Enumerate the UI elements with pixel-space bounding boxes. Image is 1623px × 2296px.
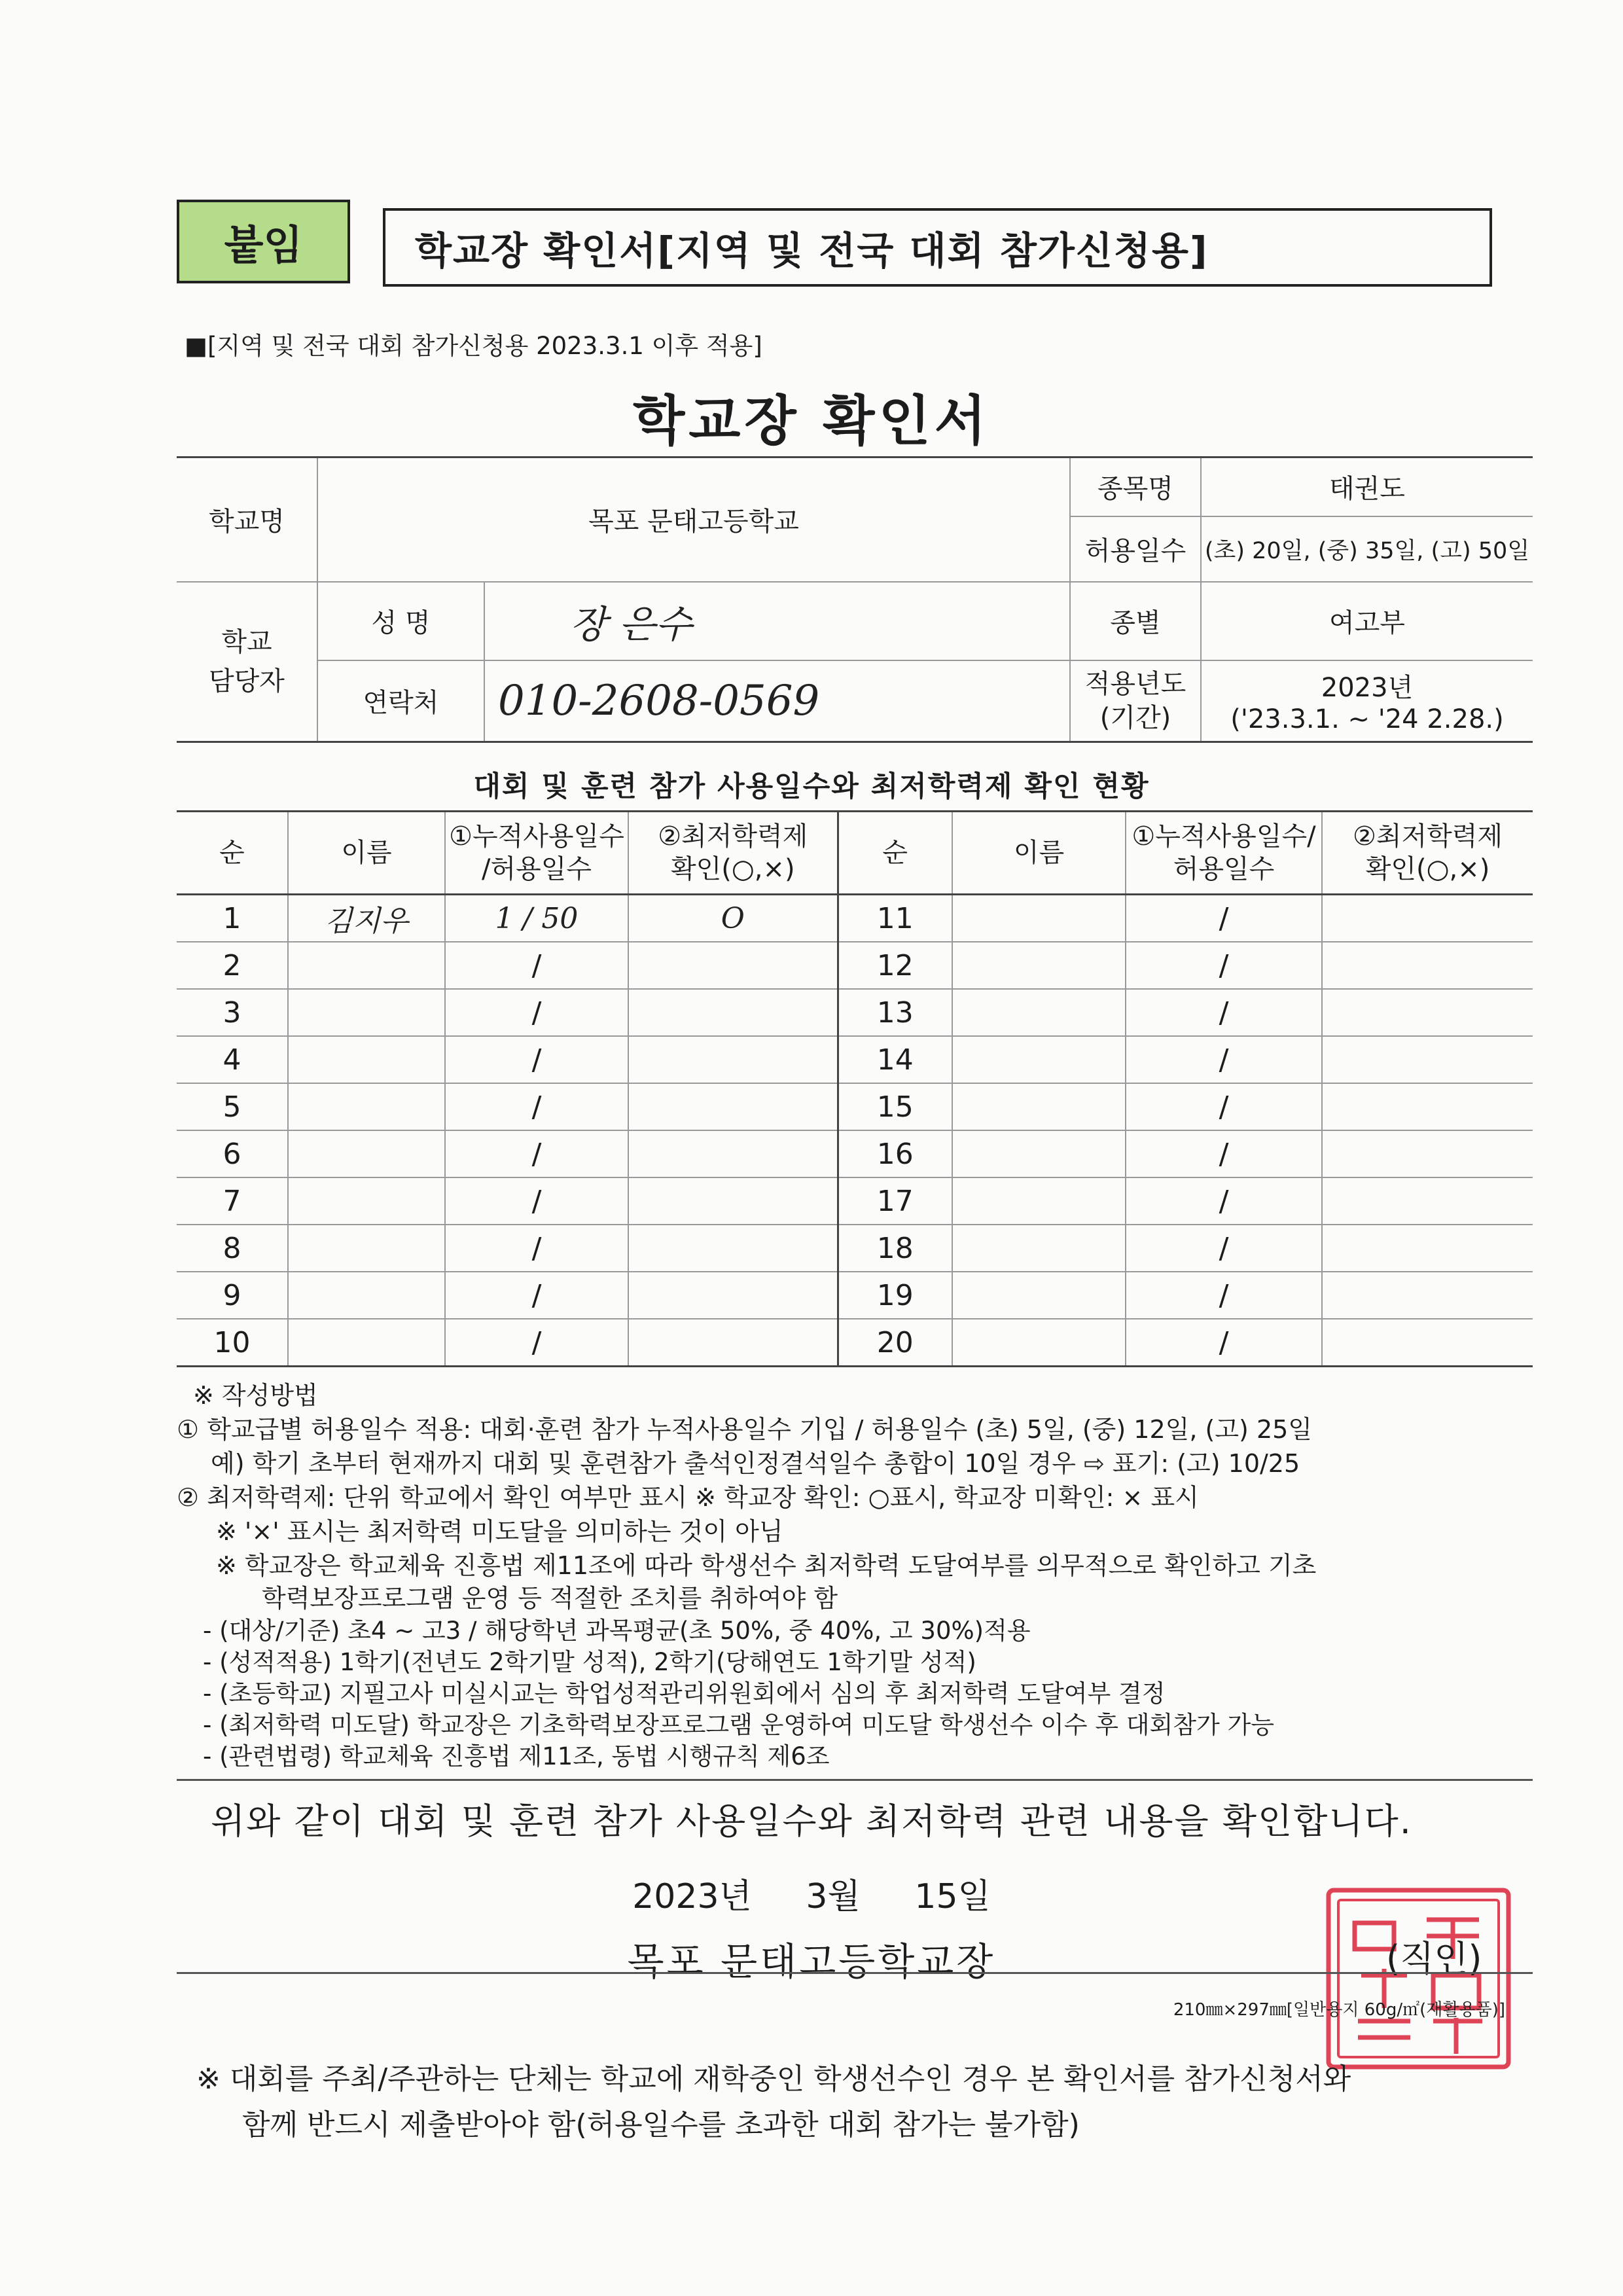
row-no: 14 xyxy=(838,1036,952,1083)
name-label: 성 명 xyxy=(317,582,484,660)
row-days: / xyxy=(445,1130,628,1177)
row-name xyxy=(952,1177,1126,1225)
apply-year-cell xyxy=(1201,660,1533,742)
row-days: / xyxy=(1126,1272,1322,1319)
status-heading: 대회 및 훈련 참가 사용일수와 최저학력제 확인 현황 xyxy=(473,770,1150,803)
row-no: 7 xyxy=(177,1177,288,1225)
col-days-right: ①누적사용일수/ 허용일수 xyxy=(1126,812,1322,895)
col-no-right: 순 xyxy=(838,812,952,895)
row-name xyxy=(952,1083,1126,1130)
row-days: / xyxy=(1126,1177,1322,1225)
divider xyxy=(177,1779,1533,1781)
row-name xyxy=(288,989,445,1036)
table-row xyxy=(177,1177,1533,1225)
attachment-badge: 붙임 xyxy=(177,200,350,283)
footer-note-line-2: 함께 반드시 제출받아야 함(허용일수를 초과한 대회 참가는 불가함) xyxy=(242,2108,1080,2142)
row-days: / xyxy=(1126,1319,1322,1367)
col-no-left: 순 xyxy=(177,812,288,895)
row-days: / xyxy=(1126,989,1322,1036)
row-check xyxy=(628,1225,838,1272)
paper-spec: 210㎜×297㎜[일반용지 60g/㎡(재활용품)] xyxy=(1173,2000,1505,2020)
row-no: 3 xyxy=(177,989,288,1036)
usage-status-table xyxy=(177,810,1533,1367)
row-check xyxy=(1322,1272,1533,1319)
row-check xyxy=(628,1319,838,1367)
row-name xyxy=(952,1225,1126,1272)
contact-label: 연락처 xyxy=(317,660,484,742)
row-check xyxy=(1322,1036,1533,1083)
row-no: 5 xyxy=(177,1083,288,1130)
row-check xyxy=(628,942,838,989)
note-1: ① 학교급별 허용일수 적용: 대회·훈련 참가 누적사용일수 기입 / 허용일수 (초) 5일, (중) 12일, (고) 25일 xyxy=(177,1415,1313,1444)
form-title-box: 학교장 확인서[지역 및 전국 대회 참가신청용] xyxy=(383,208,1492,287)
footer-note-line-1: ※ 대회를 주최/주관하는 단체는 학교에 재학중인 학생선수인 경우 본 확인서를 참가신청서와 xyxy=(196,2062,1351,2096)
detail-5: - (관련법령) 학교체육 진흥법 제11조, 동법 시행규칙 제6조 xyxy=(203,1742,830,1770)
row-days: / xyxy=(445,942,628,989)
row-no: 2 xyxy=(177,942,288,989)
row-name xyxy=(952,1272,1126,1319)
table-row xyxy=(177,895,1533,942)
row-no: 19 xyxy=(838,1272,952,1319)
row-days: 1 / 50 xyxy=(445,895,628,942)
sport-label: 종목명 xyxy=(1070,457,1201,516)
manager-name-handwritten: 장 은수 xyxy=(484,582,1070,660)
row-name xyxy=(288,1083,445,1130)
school-info-table xyxy=(177,456,1533,743)
row-name xyxy=(952,1319,1126,1367)
row-name xyxy=(288,1272,445,1319)
apply-period-value: ('23.3.1. ~ '24 2.28.) xyxy=(1230,704,1504,735)
row-no: 12 xyxy=(838,942,952,989)
row-days: / xyxy=(1126,1130,1322,1177)
allowed-days-value: (초) 20일, (중) 35일, (고) 50일 xyxy=(1201,516,1533,582)
confirmation-statement: 위와 같이 대회 및 훈련 참가 사용일수와 최저학력 관련 내용을 확인합니다. xyxy=(211,1801,1412,1842)
principal-name: 목포 문태고등학교장 xyxy=(627,1939,996,1984)
row-name xyxy=(288,1319,445,1367)
row-check xyxy=(1322,1177,1533,1225)
row-name: 김지우 xyxy=(288,895,445,942)
sport-value: 태권도 xyxy=(1201,457,1533,516)
row-days: / xyxy=(445,1083,628,1130)
detail-1: - (대상/기준) 초4 ~ 고3 / 해당학년 과목평균(초 50%, 중 40%, 고 30%)적용 xyxy=(203,1617,1031,1645)
col-name-right: 이름 xyxy=(952,812,1126,895)
row-name xyxy=(952,1130,1126,1177)
row-check: O xyxy=(628,895,838,942)
row-days: / xyxy=(445,1036,628,1083)
row-no: 13 xyxy=(838,989,952,1036)
table-row xyxy=(177,1083,1533,1130)
table-row xyxy=(177,1225,1533,1272)
issue-date: 2023년 3월 15일 xyxy=(632,1877,991,1916)
row-no: 20 xyxy=(838,1319,952,1367)
row-no: 4 xyxy=(177,1036,288,1083)
row-name xyxy=(288,1130,445,1177)
row-days: / xyxy=(445,1177,628,1225)
note-1-example: 예) 학기 초부터 현재까지 대회 및 훈련참가 출석인정결석일수 총합이 10일 경우 ⇨ 표기: (고) 10/25 xyxy=(211,1449,1300,1478)
category-value: 여고부 xyxy=(1201,582,1533,660)
col-check-left: ②최저학력제 확인(○,×) xyxy=(628,812,838,895)
row-check xyxy=(628,1130,838,1177)
row-name xyxy=(952,989,1126,1036)
row-no: 1 xyxy=(177,895,288,942)
detail-2: - (성적적용) 1학기(전년도 2학기말 성적), 2학기(당해연도 1학기말 성적) xyxy=(203,1648,976,1676)
row-days: / xyxy=(1126,1225,1322,1272)
table-row xyxy=(177,1319,1533,1367)
detail-4: - (최저학력 미도달) 학교장은 기초학력보장프로그램 운영하여 미도달 학생선수 이수 후 대회참가 가능 xyxy=(203,1711,1275,1739)
row-no: 6 xyxy=(177,1130,288,1177)
row-check xyxy=(1322,1130,1533,1177)
row-name xyxy=(288,1036,445,1083)
apply-year-value: 2023년 xyxy=(1321,673,1414,704)
row-name xyxy=(952,1036,1126,1083)
row-no: 9 xyxy=(177,1272,288,1319)
row-check xyxy=(1322,1083,1533,1130)
table-row xyxy=(177,1272,1533,1319)
col-days-left: ①누적사용일수 /허용일수 xyxy=(445,812,628,895)
col-check-right: ②최저학력제 확인(○,×) xyxy=(1322,812,1533,895)
row-no: 16 xyxy=(838,1130,952,1177)
row-check xyxy=(628,1083,838,1130)
form-subtitle: ■[지역 및 전국 대회 참가신청용 2023.3.1 이후 적용] xyxy=(185,332,762,360)
note-2: ② 최저학력제: 단위 학교에서 확인 여부만 표시 ※ 학교장 확인: ○표시, 학교장 미확인: × 표시 xyxy=(177,1483,1199,1512)
row-days: / xyxy=(1126,1083,1322,1130)
school-name-value: 목포 문태고등학교 xyxy=(317,457,1070,582)
row-days: / xyxy=(445,1225,628,1272)
row-days: / xyxy=(1126,895,1322,942)
apply-year-label: 적용년도 (기간) xyxy=(1070,660,1201,742)
row-check xyxy=(1322,1319,1533,1367)
row-name xyxy=(288,942,445,989)
row-check xyxy=(628,1177,838,1225)
row-check xyxy=(1322,942,1533,989)
row-days: / xyxy=(1126,942,1322,989)
row-no: 17 xyxy=(838,1177,952,1225)
contact-handwritten: 010-2608-0569 xyxy=(484,660,1070,742)
table-row xyxy=(177,1130,1533,1177)
row-days: / xyxy=(445,989,628,1036)
row-name xyxy=(952,895,1126,942)
row-check xyxy=(628,989,838,1036)
row-name xyxy=(952,942,1126,989)
school-name-label: 학교명 xyxy=(177,457,317,582)
divider xyxy=(177,1972,1533,1974)
row-check xyxy=(1322,1225,1533,1272)
row-check xyxy=(628,1272,838,1319)
row-days: / xyxy=(445,1319,628,1367)
manager-label: 학교 담당자 xyxy=(177,582,317,742)
row-name xyxy=(288,1177,445,1225)
detail-3: - (초등학교) 지필고사 미실시교는 학업성적관리위원회에서 심의 후 최저학력 도달여부 결정 xyxy=(203,1679,1166,1708)
table-row xyxy=(177,1036,1533,1083)
row-no: 11 xyxy=(838,895,952,942)
col-name-left: 이름 xyxy=(288,812,445,895)
row-name xyxy=(288,1225,445,1272)
row-days: / xyxy=(1126,1036,1322,1083)
note-3: ※ '×' 표시는 최저학력 미도달을 의미하는 것이 아님 xyxy=(216,1517,783,1546)
seal-label: (직인) xyxy=(1386,1938,1482,1979)
category-label: 종별 xyxy=(1070,582,1201,660)
note-4: ※ 학교장은 학교체육 진흥법 제11조에 따라 학생선수 최저학력 도달여부를 의무적으로 확인하고 기초 xyxy=(216,1551,1317,1580)
row-check xyxy=(1322,895,1533,942)
row-days: / xyxy=(445,1272,628,1319)
allowed-days-label: 허용일수 xyxy=(1070,516,1201,582)
row-check xyxy=(628,1036,838,1083)
document-title: 학교장 확인서 xyxy=(633,390,990,452)
note-4-cont: 학력보장프로그램 운영 등 적절한 조치를 취하여야 함 xyxy=(262,1584,838,1613)
table-row xyxy=(177,942,1533,989)
notes-heading: ※ 작성방법 xyxy=(193,1381,318,1410)
table-row xyxy=(177,989,1533,1036)
row-no: 15 xyxy=(838,1083,952,1130)
row-no: 10 xyxy=(177,1319,288,1367)
row-no: 18 xyxy=(838,1225,952,1272)
row-no: 8 xyxy=(177,1225,288,1272)
row-check xyxy=(1322,989,1533,1036)
